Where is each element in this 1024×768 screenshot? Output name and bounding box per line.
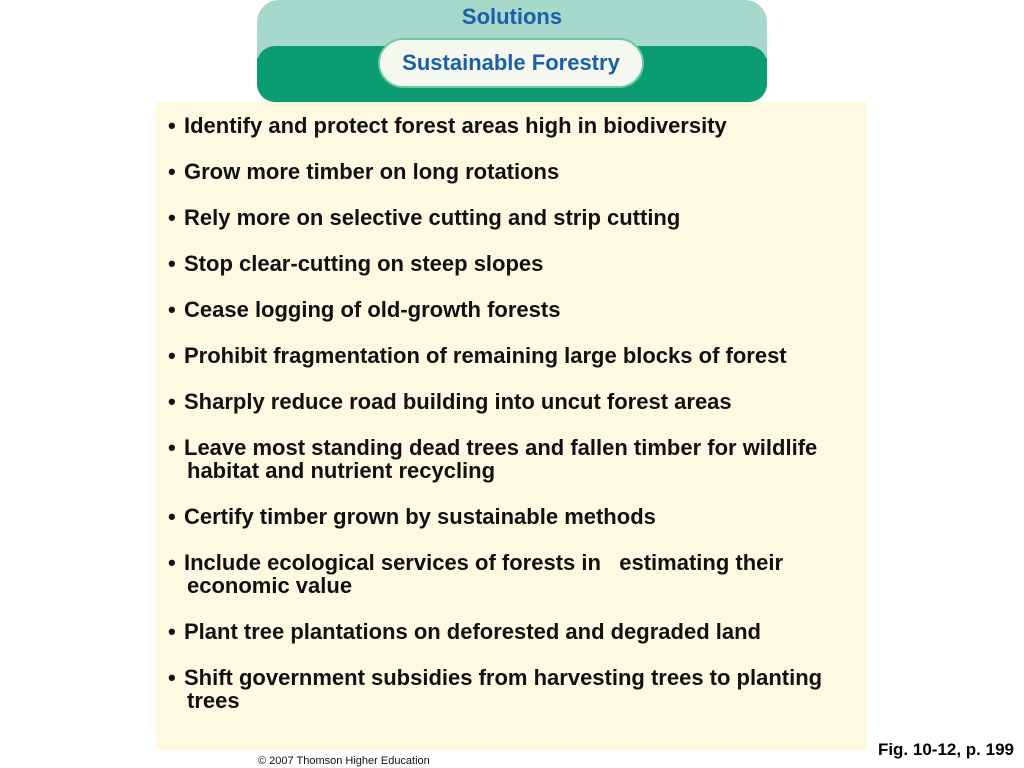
bullet-glyph: • (168, 159, 176, 184)
bullet-glyph: • (168, 550, 176, 575)
list-item (168, 252, 868, 275)
list-item (168, 390, 868, 413)
list-item (168, 436, 857, 482)
bullet-glyph: • (168, 619, 176, 644)
section-title: Solutions (461, 4, 563, 29)
list-item (168, 114, 868, 137)
bullet-glyph: • (168, 389, 176, 414)
list-item (168, 666, 847, 712)
subtitle-text: Sustainable Forestry (402, 50, 620, 75)
list-item (168, 551, 847, 597)
list-item-text: Certify timber grown by sustainable methods (184, 504, 656, 529)
list-item-text: Rely more on selective cutting and strip cutting (184, 205, 681, 230)
list-item-text: Prohibit fragmentation of remaining large blocks of forest (184, 343, 787, 368)
list-item-text: Plant tree plantations on deforested and degraded land (184, 619, 761, 644)
bullet-glyph: • (168, 435, 176, 460)
bullet-glyph: • (168, 251, 176, 276)
list-item-text: Sharply reduce road building into uncut forest areas (184, 389, 732, 414)
list-item-text: Include ecological services of forests in estimating their economic value (184, 550, 790, 598)
list-item (168, 344, 837, 367)
list-item (168, 206, 868, 229)
list-item-text: Cease logging of old-growth forests (184, 297, 561, 322)
subtitle-pill (378, 38, 644, 88)
bullet-glyph: • (168, 343, 176, 368)
bullet-glyph: • (168, 297, 176, 322)
list-item-text: Leave most standing dead trees and fallen timber for wildlife habitat and nutrient recycling (184, 435, 818, 483)
bullet-glyph: • (168, 113, 176, 138)
copyright-notice: © 2007 Thomson Higher Education (258, 755, 430, 767)
list-item-text: Grow more timber on long rotations (184, 159, 560, 184)
list-item (168, 620, 868, 643)
list-item-text: Stop clear-cutting on steep slopes (184, 251, 544, 276)
list-item-text: Shift government subsidies from harvesting trees to planting trees (184, 665, 823, 713)
list-item (168, 298, 868, 321)
list-item-text: Identify and protect forest areas high in biodiversity (184, 113, 727, 138)
list-item (168, 160, 868, 183)
figure-reference: Fig. 10-12, p. 199 (877, 740, 1014, 759)
list-item (168, 505, 868, 528)
bullet-glyph: • (168, 205, 176, 230)
bullet-glyph: • (168, 504, 176, 529)
bullet-glyph: • (168, 665, 176, 690)
solutions-list (168, 114, 868, 735)
